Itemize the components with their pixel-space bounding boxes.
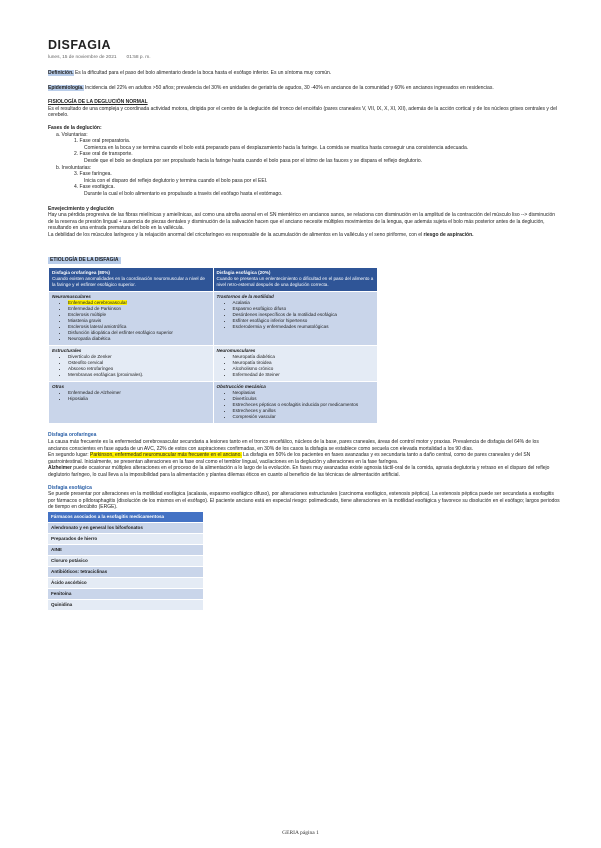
- physiology-text: Es el resultado de una compleja y coordinada actividad motora, dirigida por el centro de la deglución del tronco del encéfalo (pares craneales V, VII, IX, X, XI, XII), además de la acción cortical y de los núcleos grises centrales y del cerebelo.: [48, 105, 557, 119]
- list-item: • Esclerosis múltiple: [68, 312, 210, 318]
- etiology-eso-head: Disfagia esofágica (20%): [216, 270, 271, 276]
- list-item: • Miastenia gravis: [68, 318, 210, 324]
- epidemiology-paragraph: [48, 85, 560, 92]
- epidemiology-label: Epidemiología.: [48, 84, 84, 91]
- esofagica-heading: Disfagia esofágica: [48, 484, 92, 491]
- list-item: • Absceso retrofaríngeo: [68, 366, 210, 372]
- etiology-table: [48, 267, 378, 424]
- list-item: • Neuropatía tiroidea: [233, 360, 375, 366]
- aging-paragraph-2: [48, 232, 560, 239]
- phase-4-title: 4. Fase esofágica.: [74, 184, 115, 191]
- aging-text-1: Hay una pérdida progresiva de las fibras mielínicas y amielínicas, así como una atrofia axonal en el SN mientérico en ancianos sanos, se relaciona con disminución en la amplitud de la contracción del músculo liso --> disminución de la reserva de presión lingual + ausencia de piezas dentales y disminución de la salivación hacen que el anciano necesite múltiples movimientos de la lengua, que además sujeta el bolo más posterior antes de la deglución, resultando en una entrada prematura del bolo en la vallécula.: [48, 212, 556, 232]
- orofaringea-text-1: La causa más frecuente es la enfermedad cerebrovascular secundaria a lesiones tanto en el tronco encefálico, núcleos de la base, pares craneales, áreas del control motor y praxias. Prevalencia de disfagia del 64% de los ancianos conscientes en fase aguda de un AVC, 22% de estos con aspiraciones confirmadas, en 30% de los casos la disfagia se establece como secuela con elevada mortalidad a los 90 días.: [48, 439, 539, 452]
- phase-2-text: Desde que el bolo se desplaza por ser propulsado hacia la faringe hasta cuando el bolo pasa por el istmo de las fauces y se dispara el reflejo deglutorio.: [84, 157, 422, 164]
- list-item: • Esclerosis lateral amiotrófica: [68, 324, 210, 330]
- list-item: • Disfunción idiopática del esfínter esofágico superior: [68, 330, 210, 336]
- page-date: [48, 55, 560, 60]
- neuro2-title: Neuromusculares: [216, 348, 256, 354]
- etiology-eso-cell: [213, 268, 378, 292]
- mechanical-title: Obstrucción mecánica: [216, 384, 266, 390]
- orofaringea-text-3: puede ocasionar múltiples alteraciones en el proceso de la alimentación a lo largo de la evolución. En fases muy avanzadas existe agnosia táctil-oral de la comida, apraxia deglutoria y retraso en el disparo del reflejo deglutorio faríngeo, lo cual lleva a la imposibilidad para la alimentación y plantea dilemas éticos en cuanto al beneficio de las técnicas de alimentación artificial.: [48, 465, 550, 479]
- parkinson-highlight: Parkinson, enfermedad neuromuscular más frecuente en el anciano.: [89, 452, 242, 459]
- aging-risk: riesgo de aspiración.: [423, 231, 474, 238]
- physiology-heading: FISIOLOGÍA DE LA DEGLUCIÓN NORMAL: [48, 99, 148, 106]
- list-item: • Divertículos: [233, 396, 375, 402]
- list-item: • Esclerodermia y enfermedades reumatológicas: [233, 324, 375, 330]
- esofagica-text: Se puede presentar por alteraciones en la motilidad esofágica (acalasia, espasmo esofágico difuso), por alteraciones estructurales (carcinoma esofágico, estenosis péptica). La estenosis péptica puede ser secundaria a esofagitis por fármacos o píldoraphagitis (disolución de los mismos en el esófago). El paciente anciano está en especial riesgo: polimedicado, tiene alteraciones en la motilidad esofágica y favorece su disolución en el esófago; largos periodos de tiempo en decúbito (ERGE).: [48, 491, 560, 511]
- phase-2-title: 2. Fase oral de transporte.: [74, 151, 133, 158]
- list-item: • Esfínter esofágico inferior hipertenso: [233, 318, 375, 324]
- etiology-oro-cell: [49, 268, 214, 292]
- list-item: • Estrecheces pépticas o esofagitis inducida por medicamentos: [233, 402, 375, 408]
- list-item: • Hiposialia: [68, 396, 210, 402]
- epidemiology-text: Incidencia del 22% en adultos >50 años; prevalencia del 30% en unidades de geriatría de agudos, 30 -40% en ancianos de la comunidad y 60% en ancianos ingresados en residencias.: [83, 84, 494, 91]
- etiology-eso-desc: Cuando se presenta un enlentecimiento o dificultad en el paso del alimento a nivel retro-esternal después de una deglución correcta.: [216, 276, 374, 288]
- table-row: Preparados de hierro: [48, 534, 203, 545]
- page-title: DISFAGIA: [48, 38, 112, 52]
- definition-paragraph: [48, 70, 560, 77]
- etiology-oro-desc: Cuando existen anomalidades en la coordinación neuromuscular a nivel de la faringe y el esfínter esofágico superior.: [52, 276, 205, 288]
- neuro-cell: [49, 292, 214, 346]
- table-row: Ácido ascórbico: [48, 578, 203, 589]
- table-row: AINE: [48, 545, 203, 556]
- aging-heading: Envejecimiento y deglución: [48, 205, 114, 212]
- list-item: • Enfermedad de Parkinson: [68, 306, 210, 312]
- table-row: Quinidina: [48, 600, 203, 611]
- date-text: lunes, 15 de noviembre de 2021: [48, 55, 117, 60]
- phases-heading: Fases de la deglución:: [48, 124, 102, 131]
- alzheimer-label: Alzheimer: [48, 465, 72, 472]
- list-item: • Alcoholismo crónico: [233, 366, 375, 372]
- phases-involuntary: b. Involuntarias:: [56, 164, 92, 171]
- structural-title: Estructurales: [52, 348, 82, 354]
- table-row: Cloruro potásico: [48, 556, 203, 567]
- orofaringea-paragraph-3: [48, 465, 560, 478]
- list-item: • Neuropatía diabética: [233, 354, 375, 360]
- list-item: • Neoplasias: [233, 390, 375, 396]
- list-item: • Enfermedad cerebrovascular: [68, 300, 210, 306]
- page-content: [48, 38, 560, 611]
- table-row: Fenitoína: [48, 589, 203, 600]
- drugs-table-header: Fármacos asociados a la esofagitis medicamentosa: [48, 512, 203, 523]
- list-item: • Enfermedad de Steiner: [233, 372, 375, 378]
- phase-1-title: 1. Fase oral preparatoria.: [74, 138, 131, 145]
- list-item: • Acalasia: [233, 300, 375, 306]
- orofaringea-text-2-pre: En segundo lugar:: [48, 452, 90, 459]
- drugs-table: [48, 512, 203, 611]
- neuro-title: Neuromusculares: [52, 294, 91, 300]
- aging-text-2: La debilidad de los músculos laríngeos y la relajación anormal del cricofaríngeo es responsable de la acumulación de alimentos en la vallécula y el seno piriforme, con el: [48, 231, 424, 238]
- definition-text: Es la dificultad para el paso del bolo alimentario desde la boca hasta el esófago inferior. Es un síntoma muy común.: [73, 70, 332, 76]
- other-title: Otras: [52, 384, 65, 390]
- list-item: • Osteofito cervical: [68, 360, 210, 366]
- orofaringea-heading: Disfagia orofaríngea: [48, 432, 97, 439]
- definition-label: Definición.: [48, 70, 74, 76]
- list-item: • Compresión vascular: [233, 414, 375, 420]
- time-text: 01:58 p. m.: [126, 55, 151, 60]
- phase-3-title: 3. Fase faríngea.: [74, 171, 112, 178]
- phase-1-text: Comienza en la boca y se termina cuando el bolo está preparado para el desplazamiento hacia la faringe. La comida se mastica hasta conseguir una consistencia adecuada.: [84, 144, 469, 151]
- neuro2-cell: [213, 346, 378, 382]
- mechanical-cell: [213, 382, 378, 424]
- orofaringea-paragraph-2: [48, 452, 560, 465]
- phase-3-text: Inicia con el disparo del reflejo deglutorio y termina cuando el bolo pasa por el EEI.: [84, 177, 268, 184]
- list-item: • Membranas esofágicas (proximales).: [68, 372, 210, 378]
- list-item: • Espasmo esofágico difuso: [233, 306, 375, 312]
- motility-cell: [213, 292, 378, 346]
- phases-voluntary: a. Voluntarias:: [56, 131, 88, 138]
- table-row: Antibióticos: tetraciclinas: [48, 567, 203, 578]
- page-footer: GERIA página 1: [282, 830, 319, 836]
- etiology-heading: ETIOLOGÍA DE LA DISFAGIA: [50, 257, 119, 264]
- list-item: • Desórdenes inespecíficos de la motilidad esofágica: [233, 312, 375, 318]
- list-item: • Enfermedad de Alzheimer: [68, 390, 210, 396]
- list-item: • Estrecheces y anillos: [233, 408, 375, 414]
- list-item: • Neuropatía diabética: [68, 336, 210, 342]
- list-item: • Divertículo de Zenker: [68, 354, 210, 360]
- motility-title: Trastornos de la motilidad: [216, 294, 274, 300]
- other-cell: [49, 382, 214, 424]
- structural-cell: [49, 346, 214, 382]
- etiology-oro-head: Disfagia orofaríngea (80%): [52, 270, 110, 276]
- phase-4-text: Durante la cual el bolo alimentario es propulsado a través del esófago hasta el estómago.: [84, 190, 283, 197]
- orofaringea-text-2-post: La disfagia en 50% de los pacientes en fases avanzadas y es secundaria tanto a daño central, como de pares craneales y del SN gastrointestinal. Inicialmente, se presentan alteraciones en la fase oral como el temblor lingual, vacilaciones en la deglución y alteraciones en la fase faríngea.: [48, 452, 531, 465]
- table-row: Alendronato y en general los bifosfonatos: [48, 523, 203, 534]
